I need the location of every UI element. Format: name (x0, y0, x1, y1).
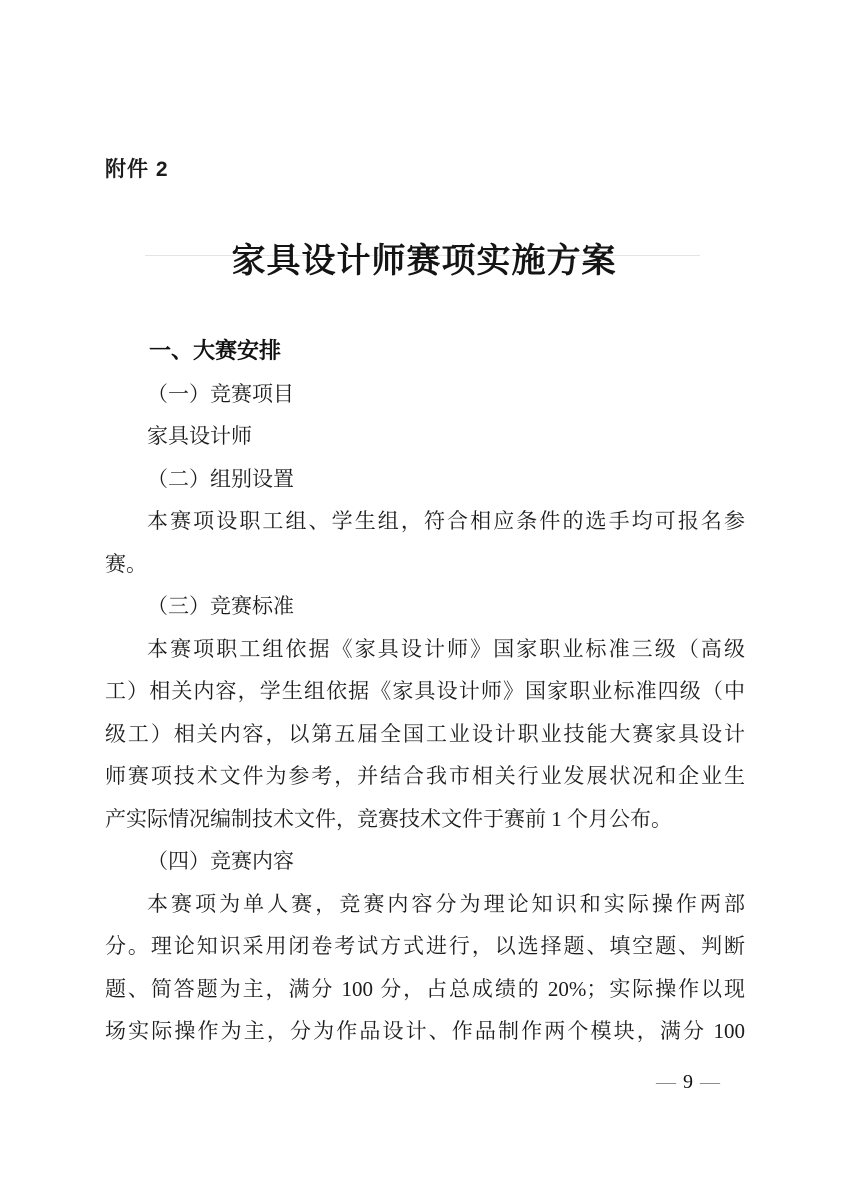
subsection-heading-4: （四）竞赛内容 (147, 849, 294, 873)
paragraph-3-line-3: 级工）相关内容，以第五届全国工业设计职业技能大赛家具设计 (105, 721, 745, 746)
paragraph-3-line-2: 工）相关内容，学生组依据《家具设计师》国家职业标准四级（中 (105, 679, 745, 703)
page-number (608, 1069, 768, 1095)
paragraph-3-line-1: 本赛项职工组依据《家具设计师》国家职业标准三级（高级 (147, 636, 745, 661)
paragraph-4-line-3: 题、简答题为主，满分 100 分，占总成绩的 20%；实际操作以现 (105, 976, 745, 1001)
document-title: 家具设计师赛项实施方案 (231, 243, 617, 280)
attachment-label: 附件 2 (105, 158, 169, 181)
subsection-heading-2: （二）组别设置 (147, 466, 294, 491)
document-body (105, 330, 745, 1053)
page-number-dash-right: — (700, 1071, 720, 1093)
paragraph-2-line-2: 赛。 (105, 551, 147, 576)
paragraph-3-line-4: 师赛项技术文件为参考，并结合我市相关行业发展状况和企业生 (105, 764, 745, 788)
paragraph-2-line-1: 本赛项设职工组、学生组，符合相应条件的选手均可报名参 (147, 509, 745, 533)
paragraph-4-line-2: 分。理论知识采用闭卷考试方式进行，以选择题、填空题、判断 (105, 934, 745, 958)
page-number-dash-left: — (656, 1071, 676, 1093)
subsection-heading-3: （三）竞赛标准 (147, 594, 294, 618)
subsection-heading-1: （一）竞赛项目 (147, 381, 294, 406)
paragraph-3-line-5: 产实际情况编制技术文件，竞赛技术文件于赛前 1 个月公布。 (105, 806, 672, 831)
paragraph-1-line-1: 家具设计师 (147, 424, 252, 448)
section-heading: 一、大赛安排 (149, 338, 282, 363)
paragraph-4-line-4: 场实际操作为主，分为作品设计、作品制作两个模块，满分 100 (105, 1019, 745, 1043)
paragraph-4-line-1: 本赛项为单人赛，竞赛内容分为理论知识和实际操作两部 (147, 891, 745, 916)
page-number-value: 9 (683, 1071, 693, 1093)
